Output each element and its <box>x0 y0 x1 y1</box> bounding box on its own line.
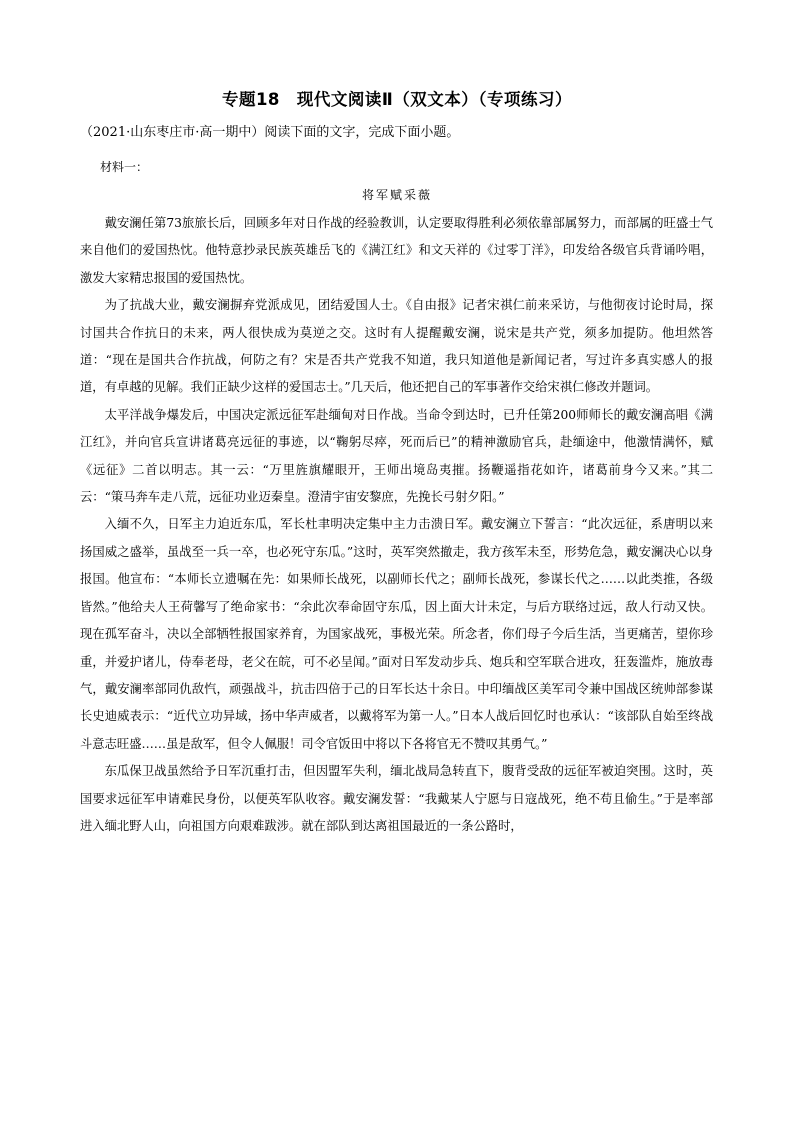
paragraph: 戴安澜任第73旅旅长后，回顾多年对日作战的经验教训，认定要取得胜利必须依靠部属努力，而部属的旺盛士气来自他们的爱国热忱。他特意抄录民族英雄岳飞的《满江红》和文天祥的《过零丁洋》，印发给各级官兵背诵吟唱，激发大家精忠报国的爱国热忱。 <box>80 216 713 285</box>
question-instruction: （2021·山东枣庄市·高一期中）阅读下面的文字，完成下面小题。 <box>80 125 460 140</box>
paragraph: 太平洋战争爆发后，中国决定派远征军赴缅甸对日作战。当命令到达时，已升任第200师师长的戴安澜高唱《满江红》，并向官兵宣讲诸葛亮远征的事迹，以“鞠躬尽瘁，死而后已”的精神激励官兵，赴缅途中，他激情满怀，赋《远征》二首以明志。其一云：“万里旌旗耀眼开，王师出境岛夷摧。扬鞭遥指花如许，诸葛前身今又来。”其二云：“策马奔车走八荒，远征功业迈秦皇。澄清宇宙安黎庶，先挽长弓射夕阳。” <box>80 407 713 505</box>
article-body <box>80 210 713 840</box>
material-label: 材料一： <box>100 160 149 174</box>
article-title: 将军赋采薇 <box>361 188 432 202</box>
paragraph: 东瓜保卫战虽然给予日军沉重打击，但因盟军失利，缅北战局急转直下，腹背受敌的远征军被迫突围。这时，英国要求远征军申请难民身份，以便英军队收容。戴安澜发誓：“我戴某人宁愿与日寇战死，绝不苟且偷生。”于是率部进入缅北野人山，向祖国方向艰难跋涉。就在部队到达离祖国最近的一条公路时， <box>80 764 713 833</box>
paragraph: 入缅不久，日军主力迫近东瓜，军长杜聿明决定集中主力击溃日军。戴安澜立下誓言：“此次远征，系唐明以来扬国威之盛举，虽战至一兵一卒，也必死守东瓜。”这时，英军突然撤走，我方孩军未至，形势危急，戴安澜决心以身报国。他宣布：“本师长立遗嘱在先：如果师长战死，以副师长代之；副师长战死，参谋长代之……以此类推，各级皆然。”他给夫人王荷馨写了绝命家书：“余此次奉命固守东瓜，因上面大计未定，与后方联络过远，敌人行动又快。现在孤军奋斗，决以全部牺牲报国家养育，为国家战死，事极光荣。所念者，你们母子今后生活，当更痛苦，望你珍重，并爱护诸儿，侍奉老母，老父在皖，可不必呈闻。”面对日军发动步兵、炮兵和空军联合进攻，狂轰滥炸，施放毒气，戴安澜率部同仇敌忾，顽强战斗，抗击四倍于己的日军长达十余日。中印缅战区美军司令兼中国战区统帅部参谋长史迪威表示：“近代立功异域，扬中华声威者，以戴将军为第一人。”日本人战后回忆时也承认：“该部队自始至终战斗意志旺盛……虽是敌军，但令人佩服！司令官饭田中将以下各将官无不赞叹其勇气。” <box>80 517 713 751</box>
paragraph: 为了抗战大业，戴安澜摒弃党派成见，团结爱国人士。《自由报》记者宋祺仁前来采访，与他彻夜讨论时局，探讨国共合作抗日的未来，两人很快成为莫逆之交。这时有人提醒戴安澜，说宋是共产党，须多加提防。他坦然答道：“现在是国共合作抗战，何防之有？宋是否共产党我不知道，我只知道他是新闻记者，写过许多真实感人的报道，有卓越的见解。我们正缺少这样的爱国志士。”几天后，他还把自己的军事著作交给宋祺仁修改并题词。 <box>80 298 713 395</box>
page-title: 专题18 现代文阅读Ⅱ（双文本）（专项练习） <box>221 90 573 109</box>
